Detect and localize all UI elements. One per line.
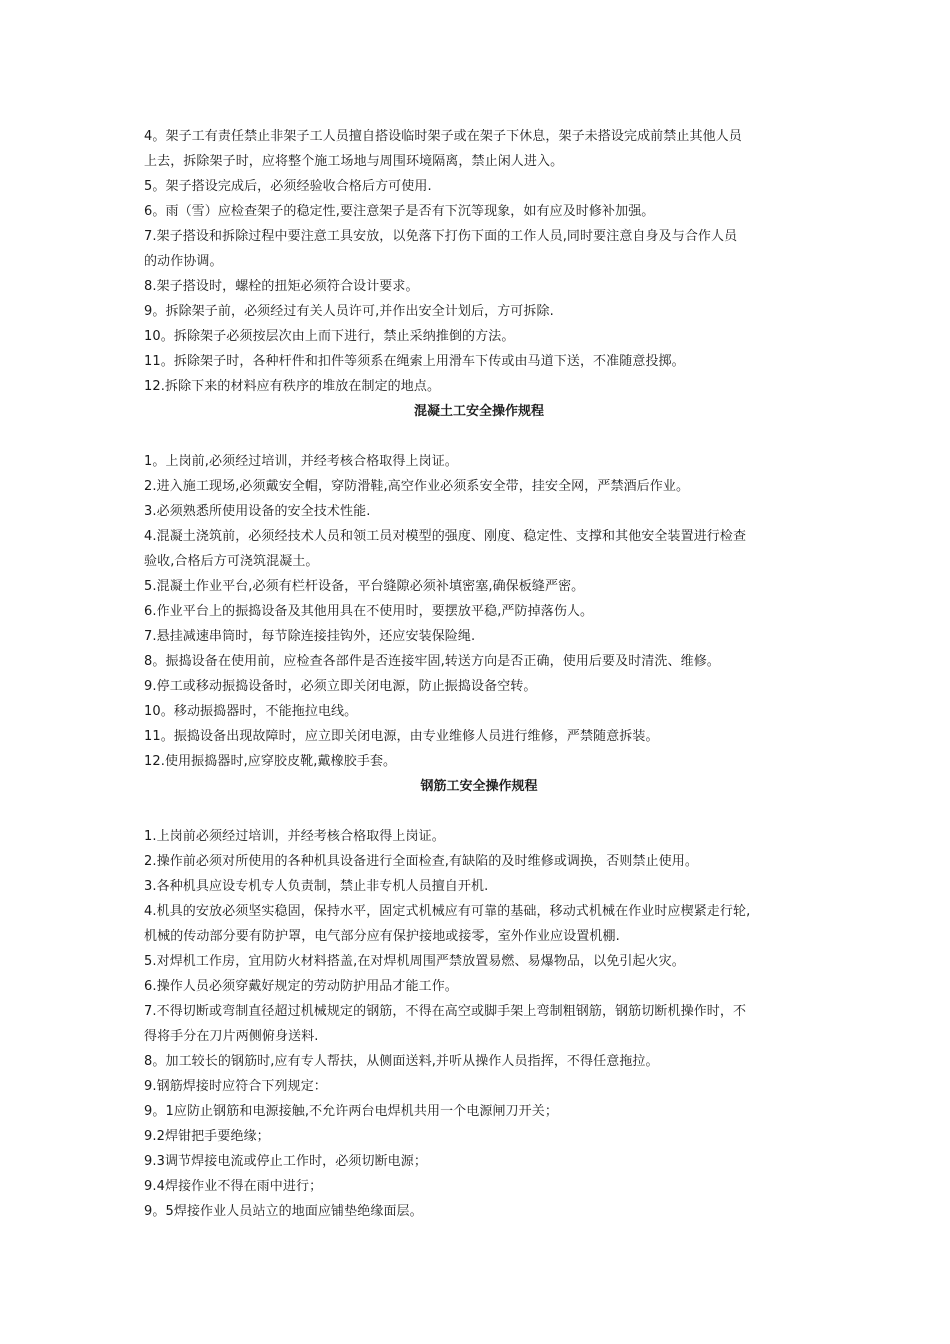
section-title-rebar: 钢筋工安全操作规程	[420, 779, 538, 794]
rule-line: 2.进入施工现场,必须戴安全帽，穿防滑鞋,高空作业必须系安全带，挂安全网，严禁酒后作业。	[144, 479, 690, 494]
rule-line: 8。加工较长的钢筋时,应有专人帮扶，从侧面送料,并听从操作人员指挥，不得任意拖拉。	[144, 1054, 659, 1069]
rule-line: 4.机具的安放必须坚实稳固，保持水平，固定式机械应有可靠的基础，移动式机械在作业时应楔紧走行轮,	[144, 904, 751, 919]
rule-line: 8.架子搭设时，螺栓的扭矩必须符合设计要求。	[144, 279, 419, 294]
rule-line: 9.4焊接作业不得在雨中进行；	[144, 1179, 323, 1194]
document-page	[144, 124, 814, 1224]
rule-line: 6。雨（雪）应检查架子的稳定性,要注意架子是否有下沉等现象，如有应及时修补加强。	[144, 204, 655, 219]
rule-line: 5.对焊机工作房，宜用防火材料搭盖,在对焊机周围严禁放置易燃、易爆物品，以免引起火灾。	[144, 954, 685, 969]
rule-line: 10。移动振捣器时，不能拖拉电线。	[144, 704, 358, 719]
rule-line: 9.2焊钳把手要绝缘；	[144, 1129, 270, 1144]
rule-line: 9。5焊接作业人员站立的地面应铺垫绝缘面层。	[144, 1204, 423, 1219]
rule-line: 4。架子工有责任禁止非架子工人员擅自搭设临时架子或在架子下休息，架子未搭设完成前禁止其他人员	[144, 129, 742, 144]
section-title-concrete: 混凝土工安全操作规程	[413, 404, 544, 419]
rule-line: 12.使用振捣器时,应穿胶皮靴,戴橡胶手套。	[144, 754, 397, 769]
rule-line: 2.操作前必须对所使用的各种机具设备进行全面检查,有缺陷的及时维修或调换，否则禁止使用。	[144, 854, 698, 869]
rule-line: 验收,合格后方可浇筑混凝土。	[144, 554, 319, 569]
rule-line: 7.悬挂减速串筒时，每节除连接挂钩外，还应安装保险绳.	[144, 629, 476, 644]
rule-line: 7.不得切断或弯制直径超过机械规定的钢筋，不得在高空或脚手架上弯制粗钢筋，钢筋切断机操作时，不	[144, 1004, 747, 1019]
rule-line: 12.拆除下来的材料应有秩序的堆放在制定的地点。	[144, 379, 441, 394]
rule-line: 上去，拆除架子时，应将整个施工场地与周围环境隔离，禁止闲人进入。	[144, 154, 564, 169]
section-rebar-rules	[144, 824, 814, 1224]
rule-line: 7.架子搭设和拆除过程中要注意工具安放，以免落下打伤下面的工作人员,同时要注意自身及与合作人员	[144, 229, 738, 244]
rule-line: 的动作协调。	[144, 254, 223, 269]
rule-line: 4.混凝土浇筑前，必须经技术人员和领工员对模型的强度、刚度、稳定性、支撑和其他安全装置进行检查	[144, 529, 747, 544]
rule-line: 9.3调节焊接电流或停止工作时，必须切断电源；	[144, 1154, 427, 1169]
rule-line: 5。架子搭设完成后，必须经验收合格后方可使用.	[144, 179, 432, 194]
rule-line: 6.操作人员必须穿戴好规定的劳动防护用品才能工作。	[144, 979, 458, 994]
rule-line: 5.混凝土作业平台,必须有栏杆设备，平台缝隙必须补填密塞,确保板缝严密。	[144, 579, 585, 594]
section-concrete-rules	[144, 449, 814, 774]
rule-line: 机械的传动部分要有防护罩，电气部分应有保护接地或接零，室外作业应设置机棚.	[144, 929, 620, 944]
section-scaffold-rules	[144, 124, 814, 399]
rule-line: 6.作业平台上的振捣设备及其他用具在不使用时，要摆放平稳,严防掉落伤人。	[144, 604, 594, 619]
rule-line: 9.停工或移动振捣设备时，必须立即关闭电源，防止振捣设备空转。	[144, 679, 537, 694]
rule-line: 得将手分在刀片两侧俯身送料.	[144, 1029, 319, 1044]
rule-line: 9。1应防止钢筋和电源接触,不允许两台电焊机共用一个电源闸刀开关；	[144, 1104, 558, 1119]
rule-line: 9。拆除架子前，必须经过有关人员许可,并作出安全计划后，方可拆除.	[144, 304, 554, 319]
rule-line: 9.钢筋焊接时应符合下列规定：	[144, 1079, 327, 1094]
rule-line: 8。振捣设备在使用前，应检查各部件是否连接牢固,转送方向是否正确，使用后要及时清洗、维修。	[144, 654, 720, 669]
rule-line: 11。拆除架子时，各种杆件和扣件等须系在绳索上用滑车下传或由马道下送，不准随意投掷。	[144, 354, 685, 369]
rule-line: 11。振捣设备出现故障时，应立即关闭电源，由专业维修人员进行维修，严禁随意拆装。	[144, 729, 659, 744]
spacer	[144, 799, 814, 824]
rule-line: 1。上岗前,必须经过培训，并经考核合格取得上岗证。	[144, 454, 458, 469]
spacer	[144, 424, 814, 449]
rule-line: 1.上岗前必须经过培训，并经考核合格取得上岗证。	[144, 829, 445, 844]
rule-line: 3.各种机具应设专机专人负责制，禁止非专机人员擅自开机.	[144, 879, 489, 894]
rule-line: 3.必须熟悉所使用设备的安全技术性能.	[144, 504, 371, 519]
rule-line: 10。拆除架子必须按层次由上而下进行，禁止采纳推倒的方法。	[144, 329, 515, 344]
